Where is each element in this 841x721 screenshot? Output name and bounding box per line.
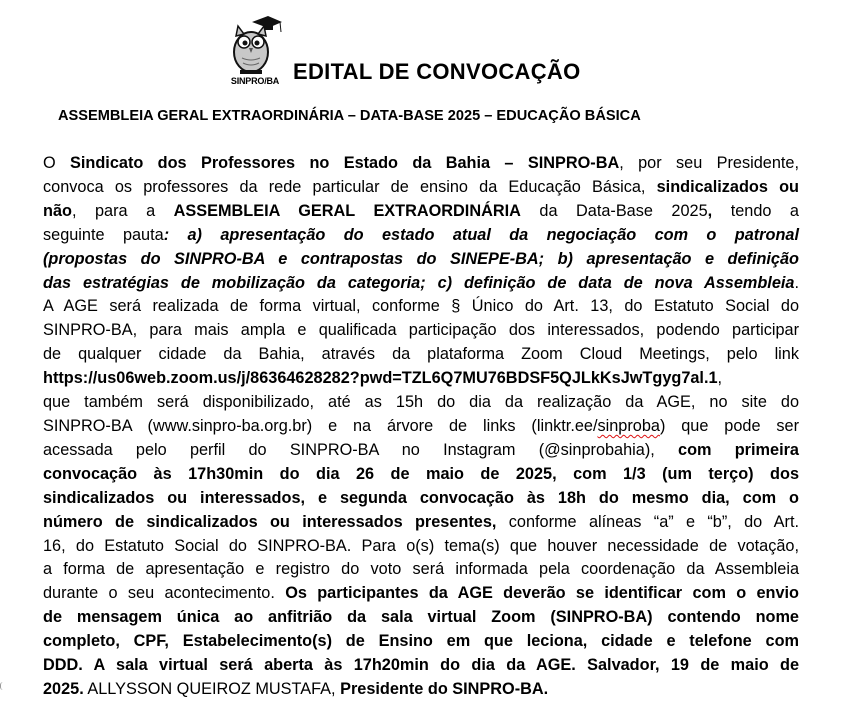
zoom-link-line: https://us06web.zoom.us/j/86364628282?pwd=TZL6Q7MU76BDSF5QJLkKsJwTgyg7al.1, [43, 369, 723, 388]
body-line: número de sindicalizados ou interessados presentes, conforme alíneas “a” e “b”, do Art. [43, 512, 799, 531]
spellcheck-word: sinproba [597, 416, 660, 435]
body-line: SINPRO-BA (www.sinpro-ba.org.br) e na árvore de links (linktr.ee/sinproba) que pode ser [43, 416, 799, 435]
body-line: convocação às 17h30min do dia 26 de maio de 2025, com 1/3 (um terço) dos [43, 464, 799, 483]
zoom-link[interactable]: https://us06web.zoom.us/j/86364628282?pwd=TZL6Q7MU76BDSF5QJLkKsJwTgyg7al.1 [43, 369, 718, 388]
body-line: O Sindicato dos Professores no Estado da Bahia – SINPRO-BA, por seu Presidente, [43, 154, 799, 172]
body-line: de mensagem única ao anfitrião da sala virtual Zoom (SINPRO-BA) contendo nome [43, 608, 799, 627]
page-title: EDITAL DE CONVOCAÇÃO [293, 59, 581, 84]
page-subtitle: ASSEMBLEIA GERAL EXTRAORDINÁRIA – DATA-BASE 2025 – EDUCAÇÃO BÁSICA [58, 108, 641, 124]
logo [224, 14, 286, 88]
page-edge-mark [0, 682, 6, 690]
logo-text: SINPRO/BA [230, 76, 280, 86]
body-line: completo, CPF, Estabelecimento(s) de Ensino em que leciona, cidade e telefone com [43, 632, 799, 651]
body-line: sindicalizados ou interessados, e segunda convocação às 18h do mesmo dia, com o [43, 488, 799, 507]
body-line: a forma de apresentação e registro do voto será informada pela coordenação da Assembleia [43, 560, 799, 579]
body-line: de qualquer cidade da Bahia, através da plataforma Zoom Cloud Meetings, pelo link [43, 345, 799, 364]
body-line: SINPRO-BA, para mais ampla e qualificada participação dos interessados, podendo participar [43, 321, 799, 340]
edital-body [43, 152, 799, 702]
owl-graduate-icon [224, 14, 286, 76]
body-line: não, para a ASSEMBLEIA GERAL EXTRAORDINÁRIA da Data-Base 2025, tendo a [43, 201, 799, 220]
body-line: seguinte pauta: a) apresentação do estado atual da negociação com o patronal [43, 225, 799, 244]
body-line: que também será disponibilizado, até as 15h do dia da realização da AGE, no site do [43, 393, 799, 412]
body-line: das estratégias de mobilização da categoria; c) definição de data de nova Assembleia. [43, 273, 799, 292]
body-line: DDD. A sala virtual será aberta às 17h20min do dia da AGE. Salvador, 19 de maio de [43, 656, 799, 675]
body-line: 16, do Estatuto Social do SINPRO-BA. Para o(s) tema(s) que houver necessidade de votação, [43, 536, 799, 555]
signature-line: 2025. ALLYSSON QUEIROZ MUSTAFA, Presidente do SINPRO-BA. [43, 679, 549, 698]
body-line: convoca os professores da rede particular de ensino da Educação Básica, sindicalizados ou [43, 177, 799, 196]
body-line: durante o seu acontecimento. Os participantes da AGE deverão se identificar com o envio [43, 584, 800, 603]
body-line: A AGE será realizada de forma virtual, conforme § Único do Art. 13, do Estatuto Social do [43, 297, 799, 316]
body-line: acessada pelo perfil do SINPRO-BA no Instagram (@sinprobahia), com primeira [43, 440, 799, 459]
body-line: (propostas do SINPRO-BA e contrapostas do SINEPE-BA; b) apresentação e definição [43, 249, 799, 268]
